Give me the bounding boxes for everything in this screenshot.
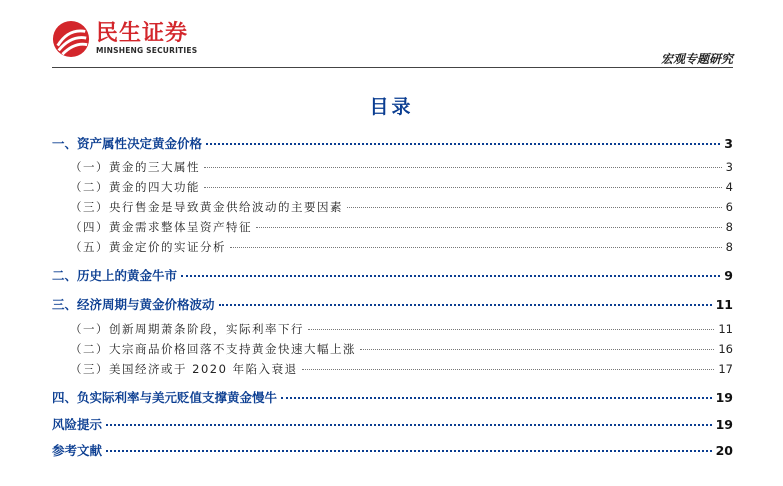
toc-title: 目录 — [369, 96, 414, 118]
toc-entry-level2[interactable] — [52, 158, 733, 175]
brand-name-cn: 民生证券 — [96, 21, 189, 46]
toc-entry-level2[interactable] — [52, 218, 733, 235]
header-divider — [52, 67, 733, 68]
toc-entry-page: 3 — [725, 159, 733, 174]
toc-leader-dots — [219, 291, 712, 306]
toc-entry-page: 8 — [725, 219, 733, 234]
toc-leader-dots — [360, 337, 714, 350]
toc-entry-level1[interactable] — [52, 440, 733, 459]
toc-leader-dots — [204, 155, 722, 168]
toc-entry-level2[interactable] — [52, 340, 733, 357]
toc-entry-text: （三）央行售金是导致黄金供给波动的主要因素 — [70, 199, 343, 214]
toc-entry-page: 3 — [724, 135, 733, 151]
toc-leader-dots — [204, 175, 722, 188]
report-type-label: 宏观专题研究 — [660, 52, 733, 66]
toc-entry-page: 20 — [715, 442, 733, 458]
toc-leader-dots — [256, 215, 722, 228]
toc-entry-page: 19 — [715, 389, 733, 405]
toc-entry-text: （二）大宗商品价格回落不支持黄金快速大幅上涨 — [70, 341, 356, 356]
toc-entry-level2[interactable] — [52, 178, 733, 195]
brand-logo — [52, 20, 197, 58]
toc-entry-level2[interactable] — [52, 238, 733, 255]
toc-entry-text: 四、负实际利率与美元贬值支撑黄金慢牛 — [52, 389, 278, 405]
toc-entry-page: 19 — [715, 416, 733, 432]
brand-name-en: MINSHENG SECURITIES — [96, 46, 198, 55]
toc-entry-page: 8 — [725, 239, 733, 254]
toc-entry-text: 风险提示 — [52, 416, 103, 432]
toc-entry-text: （一）黄金的三大属性 — [70, 159, 200, 174]
toc-leader-dots — [206, 130, 720, 145]
minsheng-logo-icon — [52, 20, 90, 58]
toc-entry-level1[interactable] — [52, 133, 733, 152]
toc-entry-level2[interactable] — [52, 360, 733, 377]
toc-entry-text: （二）黄金的四大功能 — [70, 179, 200, 194]
toc-entry-text: 三、经济周期与黄金价格波动 — [52, 296, 215, 312]
toc-entry-page: 11 — [718, 321, 733, 336]
toc-entry-page: 9 — [724, 267, 733, 283]
toc-entry-text: （五）黄金定价的实证分析 — [70, 239, 226, 254]
toc-leader-dots — [106, 437, 712, 452]
toc-entry-page: 4 — [725, 179, 733, 194]
toc-entry-page: 17 — [718, 361, 733, 376]
toc-leader-dots — [347, 195, 722, 208]
toc-entry-text: 参考文献 — [52, 442, 103, 458]
toc-entry-page: 11 — [715, 296, 733, 312]
toc-leader-dots — [230, 235, 722, 248]
toc-entry-level1[interactable] — [52, 387, 733, 406]
toc-entry-level1[interactable] — [52, 294, 733, 313]
toc-leader-dots — [106, 411, 712, 426]
toc-entry-page: 6 — [725, 199, 733, 214]
toc-leader-dots — [281, 384, 712, 399]
toc-entry-text: （三）美国经济或于 2020 年陷入衰退 — [70, 361, 298, 376]
toc-leader-dots — [181, 262, 720, 277]
toc-entry-level1[interactable] — [52, 414, 733, 433]
toc-entry-text: 一、资产属性决定黄金价格 — [52, 135, 203, 151]
page-header — [0, 0, 783, 72]
toc-entry-level2[interactable] — [52, 198, 733, 215]
toc-entry-level1[interactable] — [52, 265, 733, 284]
toc-entry-text: （四）黄金需求整体呈资产特征 — [70, 219, 252, 234]
toc-entry-text: 二、历史上的黄金牛市 — [52, 267, 178, 283]
toc-leader-dots — [308, 317, 714, 330]
toc-entry-level2[interactable] — [52, 320, 733, 337]
toc-entry-text: （一）创新周期萧条阶段，实际利率下行 — [70, 321, 304, 336]
toc-leader-dots — [302, 357, 715, 370]
toc-entry-page: 16 — [718, 341, 733, 356]
